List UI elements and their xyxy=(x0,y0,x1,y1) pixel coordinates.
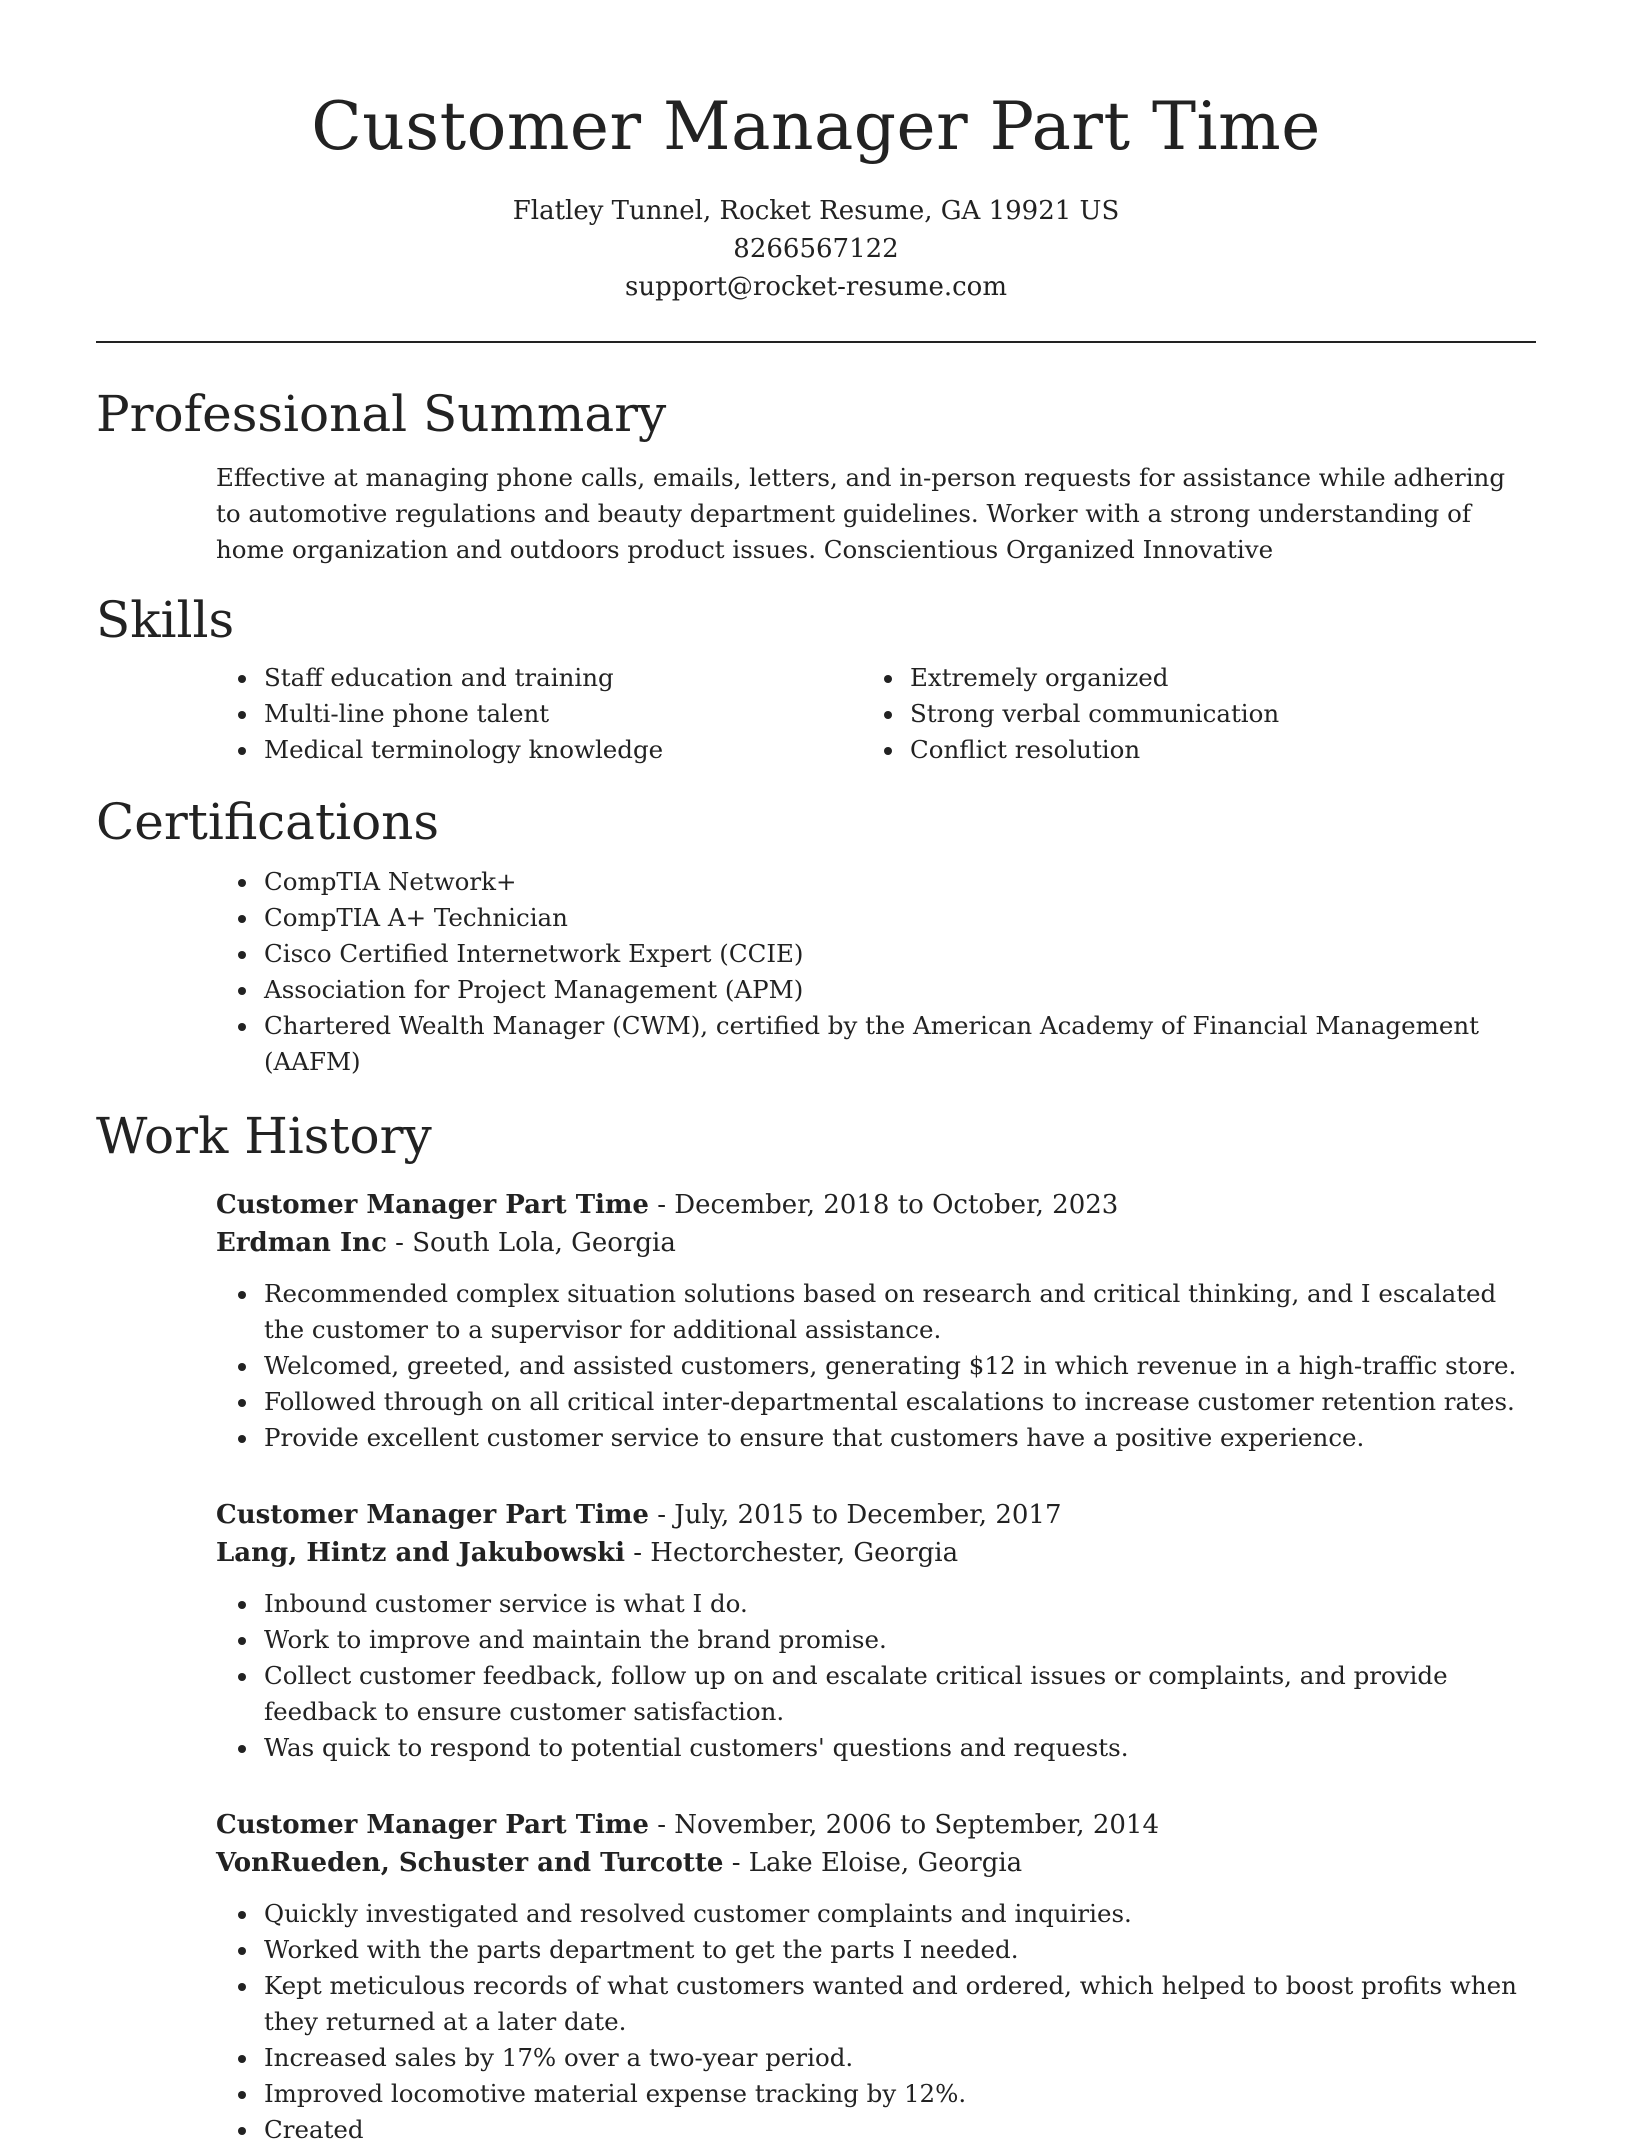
job-bullet: • Created xyxy=(260,2112,1536,2148)
skill-item: • Staff education and training xyxy=(260,660,746,696)
header-divider xyxy=(96,341,1536,343)
summary-heading: Professional Summary xyxy=(96,385,667,443)
job-company: Lang, Hintz and Jakubowski xyxy=(216,1538,625,1568)
certifications-list xyxy=(96,864,1536,1080)
job-location: - Lake Eloise, Georgia xyxy=(723,1848,1023,1878)
skill-item: • Multi-line phone talent xyxy=(260,696,746,732)
job-title-line xyxy=(216,1496,1536,1534)
skills-heading: Skills xyxy=(96,591,235,649)
skills-column-right xyxy=(746,660,1392,768)
skills-list xyxy=(96,660,1536,768)
job-title: Customer Manager Part Time xyxy=(216,1500,649,1530)
resume-body xyxy=(96,376,1536,2148)
job-entry xyxy=(216,1186,1536,1456)
job-bullet: • Welcomed, greeted, and assisted customers, generating $12 in which revenue in a high-traffic store. xyxy=(260,1348,1536,1384)
job-bullet: • Collect customer feedback, follow up on and escalate critical issues or complaints, and provide feedback to ensure customer satisfaction. xyxy=(260,1658,1536,1730)
job-bullets xyxy=(216,1896,1536,2148)
job-entry xyxy=(216,1496,1536,1766)
job-company: VonRueden, Schuster and Turcotte xyxy=(216,1848,724,1878)
resume-header xyxy=(0,0,1632,306)
job-bullets xyxy=(216,1276,1536,1456)
job-company-line xyxy=(216,1534,1536,1572)
job-dates: - December, 2018 to October, 2023 xyxy=(648,1190,1119,1220)
job-title-line xyxy=(216,1806,1536,1844)
job-bullet: • Kept meticulous records of what customers wanted and ordered, which helped to boost profits when they returned at a later date. xyxy=(260,1968,1536,2040)
candidate-name: Customer Manager Part Time xyxy=(311,88,1321,165)
job-bullet: • Was quick to respond to potential customers' questions and requests. xyxy=(260,1730,1536,1766)
certification-item: • CompTIA A+ Technician xyxy=(260,900,1536,936)
job-bullet: • Work to improve and maintain the brand promise. xyxy=(260,1622,1536,1658)
job-dates: - July, 2015 to December, 2017 xyxy=(648,1500,1062,1530)
job-bullet: • Quickly investigated and resolved customer complaints and inquiries. xyxy=(260,1896,1536,1932)
address: Flatley Tunnel, Rocket Resume, GA 19921 US xyxy=(512,196,1120,226)
job-location: - Hectorchester, Georgia xyxy=(624,1538,959,1568)
skills-column-left xyxy=(96,660,746,768)
skill-item: • Medical terminology knowledge xyxy=(260,732,746,768)
job-entry xyxy=(216,1806,1536,2148)
job-bullet: • Worked with the parts department to get the parts I needed. xyxy=(260,1932,1536,1968)
skill-item: • Conflict resolution xyxy=(906,732,1392,768)
skill-item: • Extremely organized xyxy=(906,660,1392,696)
job-bullet: • Provide excellent customer service to ensure that customers have a positive experience. xyxy=(260,1420,1536,1456)
summary-text: Effective at managing phone calls, emails, letters, and in-person requests for assistance while adhering to automotive regulations and beauty department guidelines. Worker with a strong understanding of home organization and outdoors product issues. Conscientious Organized Innovative xyxy=(216,463,1506,564)
certification-item: • Association for Project Management (APM) xyxy=(260,972,1536,1008)
job-company-line xyxy=(216,1844,1536,1882)
job-bullet: • Improved locomotive material expense tracking by 12%. xyxy=(260,2076,1536,2112)
job-title: Customer Manager Part Time xyxy=(216,1810,649,1840)
job-bullet: • Followed through on all critical inter-departmental escalations to increase customer retention rates. xyxy=(260,1384,1536,1420)
phone: 8266567122 xyxy=(733,234,899,264)
job-bullet: • Inbound customer service is what I do. xyxy=(260,1586,1536,1622)
contact-info xyxy=(0,192,1632,306)
certification-item: • Chartered Wealth Manager (CWM), certified by the American Academy of Financial Management (AAFM) xyxy=(260,1008,1536,1080)
job-bullets xyxy=(216,1586,1536,1766)
job-dates: - November, 2006 to September, 2014 xyxy=(648,1810,1159,1840)
skill-item: • Strong verbal communication xyxy=(906,696,1392,732)
job-title: Customer Manager Part Time xyxy=(216,1190,649,1220)
job-company-line xyxy=(216,1224,1536,1262)
job-bullet: • Increased sales by 17% over a two-year period. xyxy=(260,2040,1536,2076)
certification-item: • Cisco Certified Internetwork Expert (CCIE) xyxy=(260,936,1536,972)
job-bullet: • Recommended complex situation solutions based on research and critical thinking, and I escalated the customer to a supervisor for additional assistance. xyxy=(260,1276,1536,1348)
certifications-heading: Certifications xyxy=(96,793,440,851)
certification-item: • CompTIA Network+ xyxy=(260,864,1536,900)
work-history-heading: Work History xyxy=(96,1107,432,1165)
email: support@rocket-resume.com xyxy=(624,272,1007,302)
job-company: Erdman Inc xyxy=(216,1228,387,1258)
job-location: - South Lola, Georgia xyxy=(386,1228,676,1258)
job-title-line xyxy=(216,1186,1536,1224)
